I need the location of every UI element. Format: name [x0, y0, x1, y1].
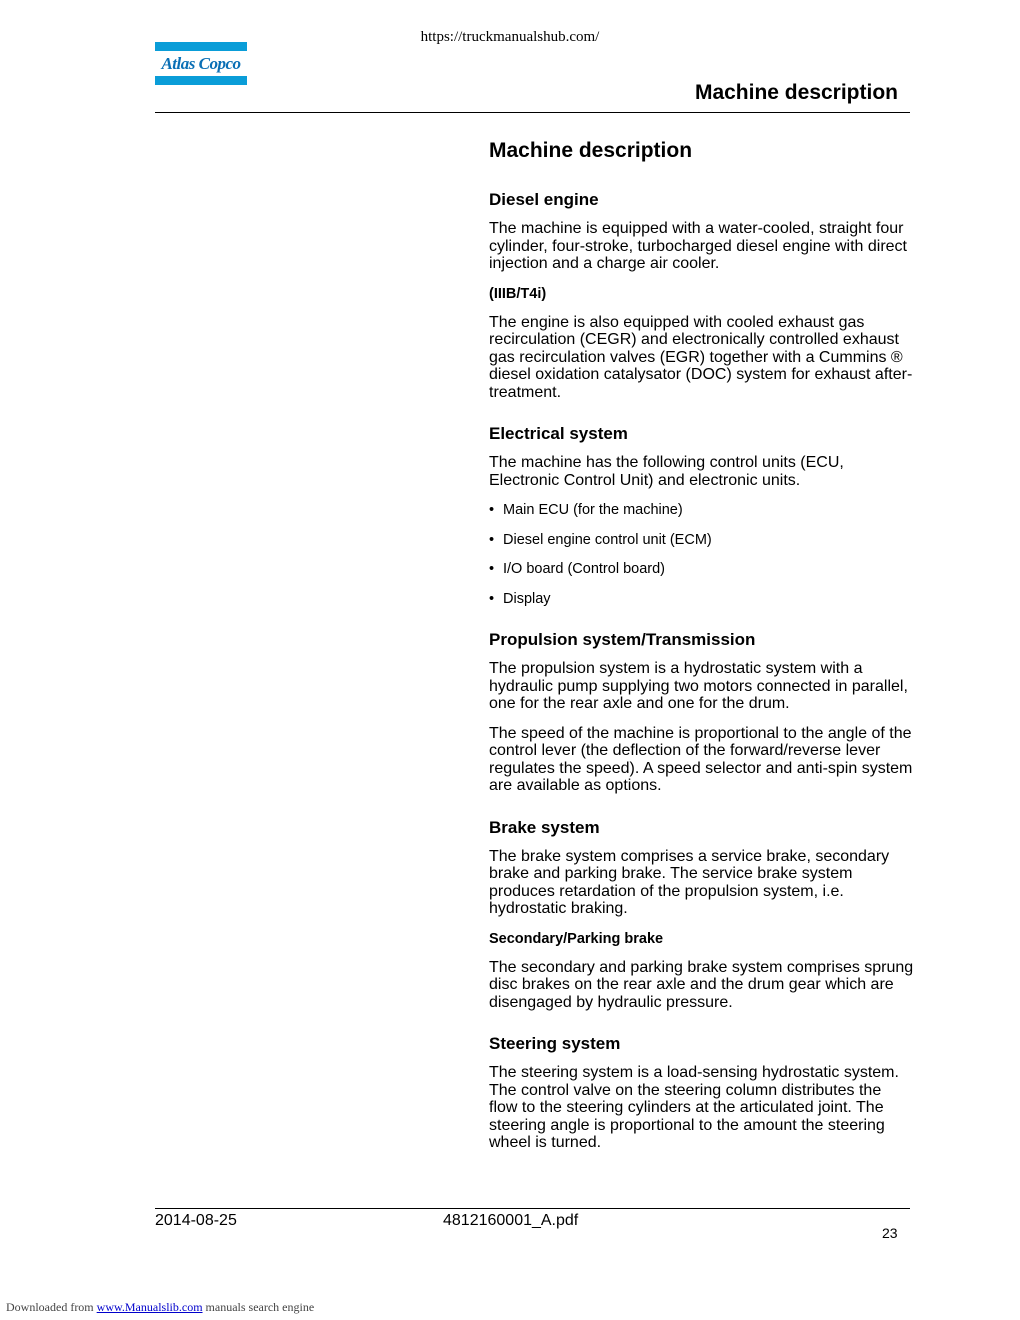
footer-filename: 4812160001_A.pdf	[443, 1212, 579, 1229]
brake-system-heading: Brake system	[489, 817, 600, 837]
parking-brake-subheading: Secondary/Parking brake	[489, 930, 664, 947]
footer-date: 2014-08-25	[155, 1212, 237, 1229]
source-url: https://truckmanualshub.com/	[420, 29, 600, 45]
bullet-icon: •	[489, 590, 495, 607]
diesel-engine-subheading: (IIIB/T4i)	[489, 285, 547, 302]
footer-divider	[155, 1208, 910, 1209]
propulsion-system-heading: Propulsion system/Transmission	[489, 630, 756, 649]
download-prefix: Downloaded from	[6, 1300, 94, 1314]
download-notice	[6, 1300, 314, 1315]
page-title: Machine description	[489, 139, 693, 162]
download-suffix: manuals search engine	[205, 1300, 315, 1314]
bullet-icon: •	[489, 561, 495, 577]
propulsion-system-paragraph-2: The speed of the machine is proportional to the angle of the control lever (the deflection of the forward/reverse lever regulates the speed). A speed selector and anti-spin system are available as options.	[489, 724, 913, 794]
list-item: • I/O board (Control board)	[489, 561, 665, 577]
electrical-system-heading: Electrical system	[489, 424, 628, 443]
list-item: • Main ECU (for the machine)	[489, 502, 683, 518]
main-content	[489, 138, 914, 1164]
logo-bar-top	[155, 42, 247, 51]
brake-system-paragraph-1: The brake system comprises a service brake, secondary brake and parking brake. The service brake system produces retardation of the propulsion system, i.e. hydrostatic braking.	[489, 847, 890, 917]
manualslib-link[interactable]: www.Manualslib.com	[96, 1300, 203, 1314]
control-units-list	[489, 501, 914, 608]
page-number: 23	[882, 1225, 898, 1241]
diesel-engine-paragraph-2: The engine is also equipped with cooled exhaust gas recirculation (CEGR) and electronically controlled exhaust gas recirculation valves (EGR) together with a Cummins ® diesel oxidation catalysator (DOC) system for exhaust after-treatment.	[489, 313, 913, 401]
running-header-title: Machine description	[694, 81, 898, 104]
logo-bar-bottom	[155, 76, 247, 85]
bullet-icon: •	[489, 502, 495, 518]
steering-system-paragraph: The steering system is a load-sensing hydrostatic system. The control valve on the steering column distributes the flow to the steering cylinders at the articulated joint. The steering angle is proportional to the amount the steering wheel is turned.	[489, 1064, 899, 1151]
electrical-system-paragraph: The machine has the following control units (ECU, Electronic Control Unit) and electronic units.	[489, 454, 844, 489]
list-item: • Display	[489, 590, 551, 607]
bullet-icon: •	[489, 531, 495, 548]
atlas-copco-logo	[155, 42, 247, 85]
list-item: • Diesel engine control unit (ECM)	[489, 531, 712, 548]
logo-wordmark: Atlas Copco	[161, 54, 241, 73]
brake-system-paragraph-2: The secondary and parking brake system comprises sprung disc brakes on the rear axle and the drum gear which are disengaged by hydraulic pressure.	[489, 958, 914, 1011]
diesel-engine-heading: Diesel engine	[489, 190, 599, 209]
steering-system-heading: Steering system	[489, 1034, 621, 1053]
propulsion-system-paragraph-1: The propulsion system is a hydrostatic system with a hydraulic pump supplying two motors connected in parallel, one for the rear axle and one for the drum.	[489, 660, 908, 712]
diesel-engine-paragraph-1: The machine is equipped with a water-cooled, straight four cylinder, four-stroke, turbocharged diesel engine with direct injection and a charge air cooler.	[489, 220, 907, 272]
header-divider	[155, 112, 910, 113]
